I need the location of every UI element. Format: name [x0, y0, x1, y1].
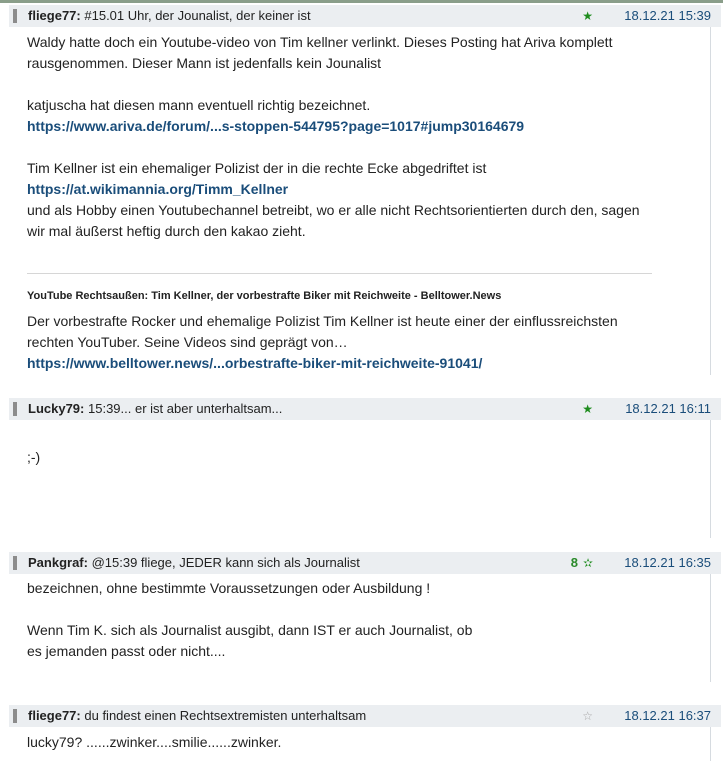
post-header	[9, 705, 721, 727]
post-text-line: es jemanden passt oder nicht....	[27, 643, 226, 659]
empty-star-icon[interactable]: ☆	[582, 709, 593, 723]
post-link[interactable]: https://www.belltower.news/...orbestrafte-biker-mit-reichweite-91041/	[27, 355, 483, 371]
post-body	[27, 732, 657, 753]
post-date[interactable]: 18.12.21 15:39	[624, 8, 711, 23]
post-text-line: Waldy hatte doch ein Youtube-video von Tim kellner verlinkt. Dieses Posting hat Ariva komplett	[27, 34, 613, 50]
post-border	[710, 727, 711, 761]
forum-post	[9, 705, 721, 761]
post-date[interactable]: 18.12.21 16:35	[624, 555, 711, 570]
star-icon[interactable]: ★	[582, 402, 593, 416]
link-preview	[27, 287, 657, 374]
post-header	[9, 398, 721, 420]
post-text-line: wir mal äußerst heftig durch den kakao zieht.	[27, 223, 306, 239]
post-author[interactable]: fliege77:	[28, 708, 81, 723]
post-body	[27, 447, 657, 468]
star-icon[interactable]: ★	[582, 9, 593, 23]
preview-separator	[27, 273, 652, 274]
top-border	[0, 0, 723, 3]
post-marker	[13, 402, 17, 416]
post-text-line: und als Hobby einen Youtubechannel betreibt, wo er alle nicht Rechtsorientierten durch den, sagen	[27, 202, 640, 218]
post-link[interactable]: https://www.ariva.de/forum/...s-stoppen-544795?page=1017#jump30164679	[27, 118, 525, 134]
post-subject[interactable]: #15.01 Uhr, der Jounalist, der keiner ist	[84, 8, 311, 23]
post-border	[710, 27, 711, 375]
preview-title[interactable]: YouTube Rechtsaußen: Tim Kellner, der vorbestrafte Biker mit Reichweite - Belltower.News	[27, 290, 502, 302]
post-subject[interactable]: du findest einen Rechtsextremisten unterhaltsam	[84, 708, 367, 723]
post-text-line: Wenn Tim K. sich als Journalist ausgibt, dann IST er auch Journalist, ob	[27, 622, 473, 638]
preview-text-line: rechten YouTuber. Seine Videos sind geprägt von…	[27, 334, 348, 350]
half-star-icon[interactable]: ✫	[582, 556, 593, 570]
post-text-line: bezeichnen, ohne bestimmte Voraussetzungen oder Ausbildung !	[27, 580, 431, 596]
post-link[interactable]: https://at.wikimannia.org/Timm_Kellner	[27, 181, 289, 197]
post-header	[9, 5, 721, 27]
post-author[interactable]: Pankgraf:	[28, 555, 88, 570]
post-border	[710, 574, 711, 682]
forum-post	[9, 552, 721, 682]
post-author[interactable]: fliege77:	[28, 8, 81, 23]
star-count: 8	[570, 555, 578, 570]
post-text-line: katjuscha hat diesen mann eventuell richtig bezeichnet.	[27, 97, 371, 113]
post-text-line: ;-)	[27, 449, 41, 465]
forum-post	[9, 398, 721, 538]
post-header	[9, 552, 721, 574]
post-text-line: lucky79? ......zwinker....smilie......zwinker.	[27, 734, 282, 750]
post-text-line: Tim Kellner ist ein ehemaliger Polizist der in die rechte Ecke abgedriftet ist	[27, 160, 487, 176]
post-date[interactable]: 18.12.21 16:11	[625, 401, 711, 416]
post-body	[27, 578, 657, 662]
post-subject[interactable]: 15:39... er ist aber unterhaltsam...	[88, 401, 283, 416]
post-marker	[13, 709, 17, 723]
post-text-line: rausgenommen. Dieser Mann ist jedenfalls kein Jounalist	[27, 55, 382, 71]
post-body	[27, 32, 657, 242]
post-author[interactable]: Lucky79:	[28, 401, 85, 416]
preview-text-line: Der vorbestrafte Rocker und ehemalige Polizist Tim Kellner ist heute einer der einflussreichsten	[27, 313, 618, 329]
post-marker	[13, 556, 17, 570]
post-marker	[13, 9, 17, 23]
post-border	[710, 420, 711, 538]
forum-post	[9, 5, 721, 375]
post-subject[interactable]: @15:39 fliege, JEDER kann sich als Journalist	[91, 555, 360, 570]
post-date[interactable]: 18.12.21 16:37	[624, 708, 711, 723]
